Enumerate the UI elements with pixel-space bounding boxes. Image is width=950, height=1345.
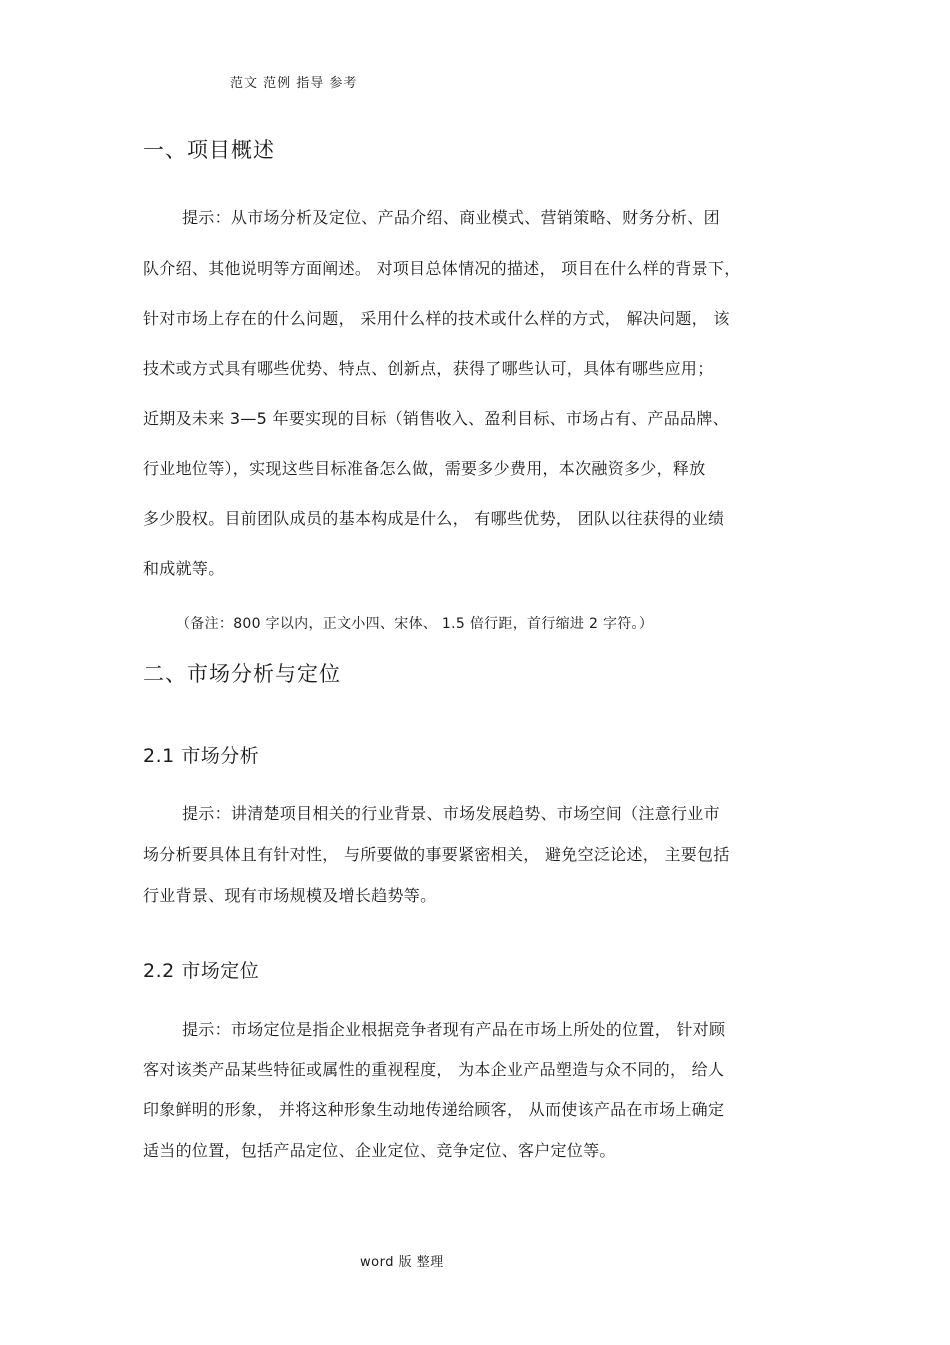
section-1-line: 针对市场上存在的什么问题， 采用什么样的技术或什么样的方式， 解决问题， 该 (143, 309, 730, 328)
section-1-title: 一、项目概述 (143, 138, 275, 162)
subsection-2-1-line: 提示：讲清楚项目相关的行业背景、市场发展趋势、市场空间（注意行业市 (182, 804, 720, 823)
page-footer: word 版 整理 (360, 1255, 444, 1270)
section-1-line: 行业地位等），实现这些目标准备怎么做，需要多少费用，本次融资多少，释放 (143, 459, 706, 478)
subsection-2-2-title: 2.2 市场定位 (143, 960, 260, 982)
section-1-line: 多少股权。目前团队成员的基本构成是什么， 有哪些优势， 团队以往获得的业绩 (143, 509, 725, 528)
subsection-2-1-line: 行业背景、现有市场规模及增长趋势等。 (143, 886, 437, 905)
section-1-line: 近期及未来 3—5 年要实现的目标（销售收入、盈利目标、市场占有、产品品牌、 (143, 409, 729, 428)
section-1-line: 技术或方式具有哪些优势、特点、创新点，获得了哪些认可，具体有哪些应用； (143, 359, 714, 378)
subsection-2-2-line: 印象鲜明的形象， 并将这种形象生动地传递给顾客， 从而使该产品在市场上确定 (143, 1100, 725, 1119)
subsection-2-2-line: 提示：市场定位是指企业根据竞争者现有产品在市场上所处的位置， 针对顾 (182, 1020, 726, 1039)
section-1-line: 提示：从市场分析及定位、产品介绍、商业模式、营销策略、财务分析、团 (182, 208, 720, 227)
section-1-line: 和成就等。 (143, 559, 225, 578)
section-1-line: 队介绍、其他说明等方面阐述。 对项目总体情况的描述， 项目在什么样的背景下， (143, 259, 741, 278)
subsection-2-2-line: 适当的位置，包括产品定位、企业定位、竞争定位、客户定位等。 (143, 1141, 616, 1160)
subsection-2-1-title: 2.1 市场分析 (143, 745, 260, 767)
section-2-title: 二、市场分析与定位 (143, 662, 341, 686)
subsection-2-1-line: 场分析要具体且有针对性， 与所要做的事要紧密相关， 避免空泛论述， 主要包括 (143, 845, 730, 864)
subsection-2-2-line: 客对该类产品某些特征或属性的重视程度， 为本企业产品塑造与众不同的， 给人 (143, 1060, 725, 1079)
section-1-note: （备注：800 字以内，正文小四、宋体、 1.5 倍行距，首行缩进 2 字符。） (176, 616, 654, 632)
page-header: 范文 范例 指导 参考 (230, 76, 358, 91)
